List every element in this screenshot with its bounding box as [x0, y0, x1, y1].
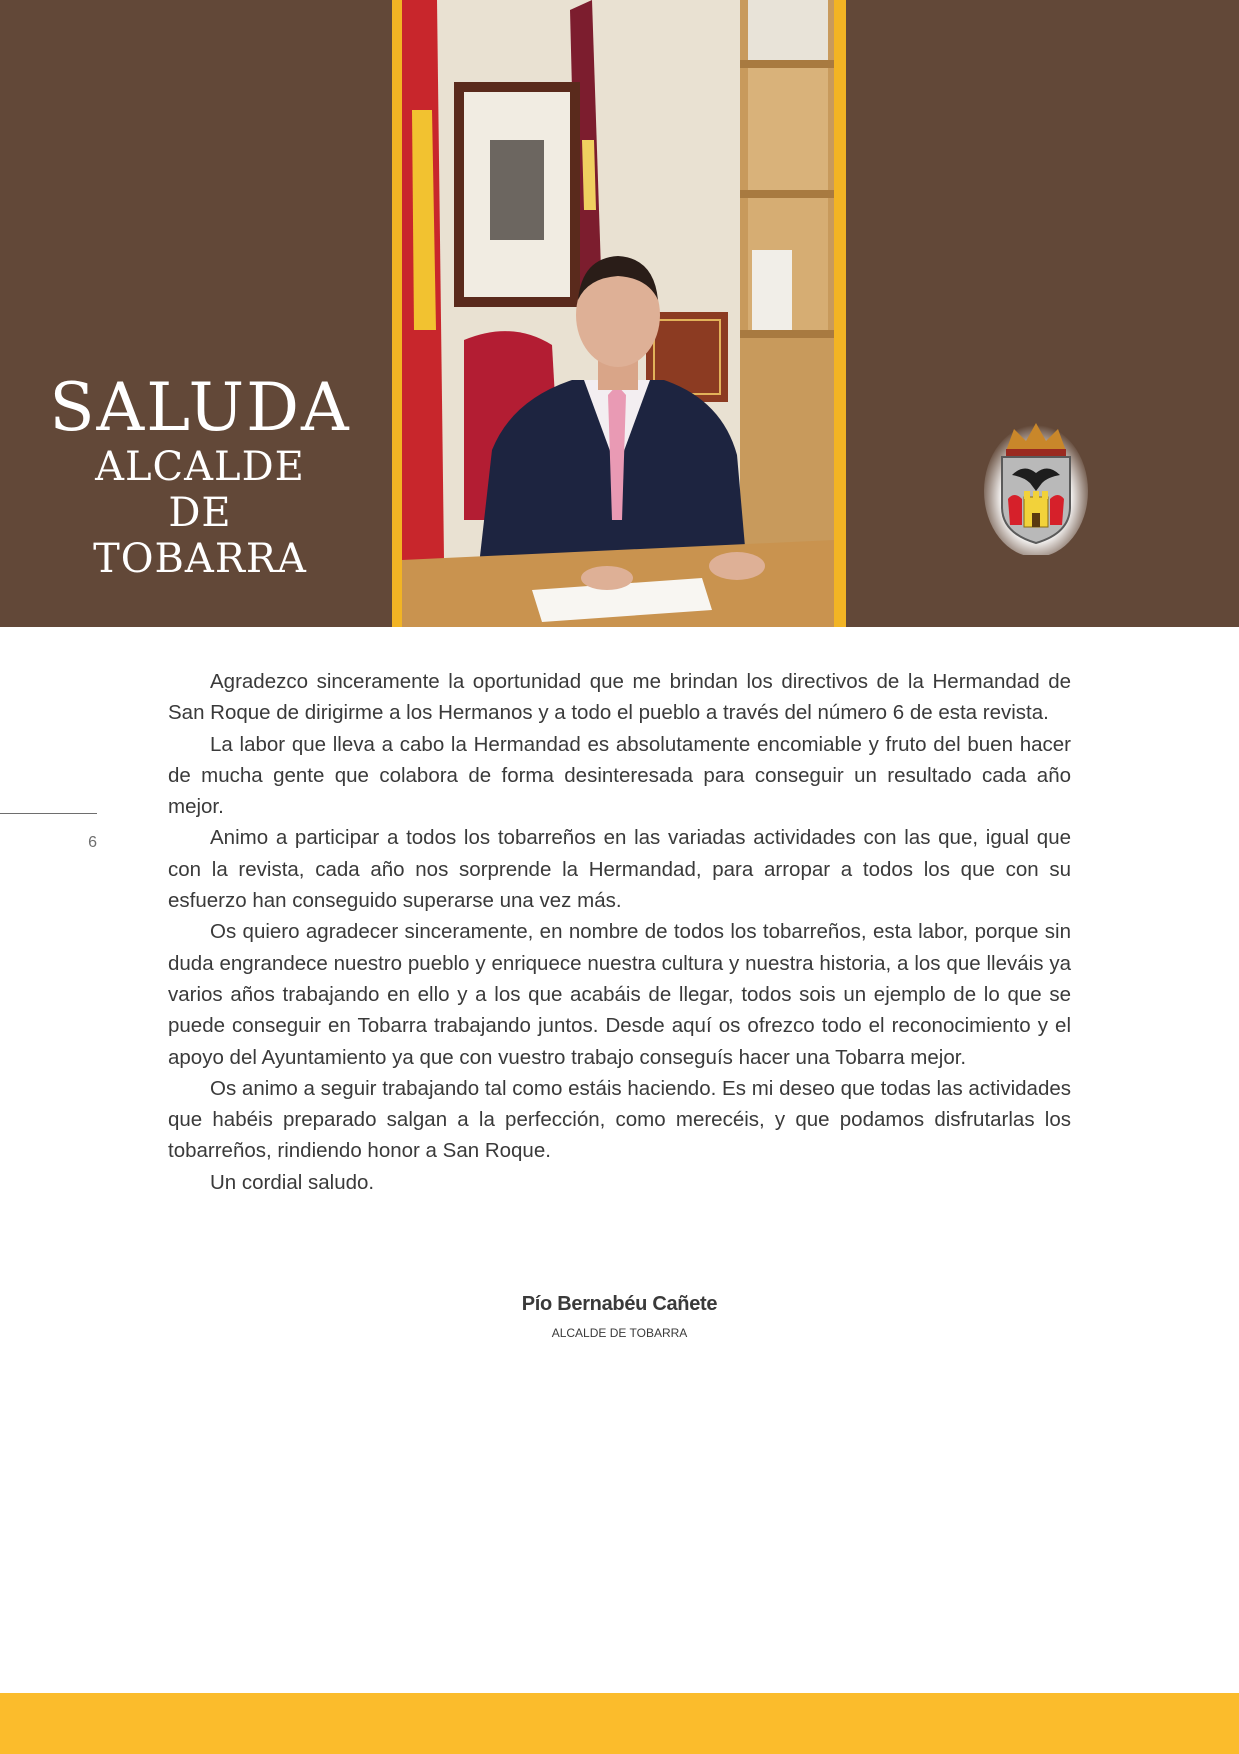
page-number-rule: [0, 813, 97, 814]
title-saluda: SALUDA: [49, 369, 351, 446]
tobarra-coat-of-arms-icon: [984, 415, 1088, 555]
paragraph: La labor que lleva a cabo la Hermandad es absolutamente encomiable y fruto del buen hacer de mucha gente que colabora de forma desinteresada para conseguir un resultado cada año mejor.: [168, 732, 1071, 819]
paragraph: Animo a participar a todos los tobarreños en las variadas actividades con las que, igual que con la revista, cada año nos sorprende la Hermandad, para arropar a todos los que con su esfuerzo han conseguido superarse una vez más.: [168, 826, 1071, 913]
subtitle-line-3: TOBARRA: [93, 536, 307, 582]
paragraph-closing: Un cordial saludo.: [210, 1170, 375, 1194]
paragraph: Os quiero agradecer sinceramente, en nombre de todos los tobarreños, esta labor, porque sin duda engrandece nuestro pueblo y enriquece nuestra cultura y nuestra historia, a los que lleváis ya varios años trabajando en ello y a los que acabáis de llegar, todos sois un ejemplo de lo que se puede conseguir en Tobarra trabajando juntos. Desde aquí os ofrezco todo el reconocimiento y el apoyo del Ayuntamiento ya que con vuestro trabajo conseguís hacer una Tobarra mejor.: [168, 920, 1071, 1069]
paragraph: Agradezco sinceramente la oportunidad que me brindan los directivos de la Hermandad de San Roque de dirigirme a los Hermanos y a todo el pueblo a través del número 6 de esta revista.: [168, 670, 1071, 725]
subtitle-line-2: DE: [168, 490, 232, 536]
signature-role: ALCALDE DE TOBARRA: [551, 1326, 688, 1340]
mayor-portrait-photo: [402, 0, 834, 627]
letter-body: [168, 666, 1071, 1198]
footer-band: [0, 1693, 1239, 1754]
subtitle-line-1: ALCALDE: [95, 444, 305, 490]
signature-block: [168, 1290, 1071, 1344]
paragraph: Os animo a seguir trabajando tal como estáis haciendo. Es mi deseo que todas las actividades que habéis preparado salgan a la perfección, como merecéis, y que podamos disfrutarlas los tobarreños, rindiendo honor a San Roque.: [168, 1076, 1071, 1163]
page-title: [40, 369, 360, 582]
page-number: 6: [88, 834, 97, 851]
signature-name: Pío Bernabéu Cañete: [521, 1293, 718, 1315]
